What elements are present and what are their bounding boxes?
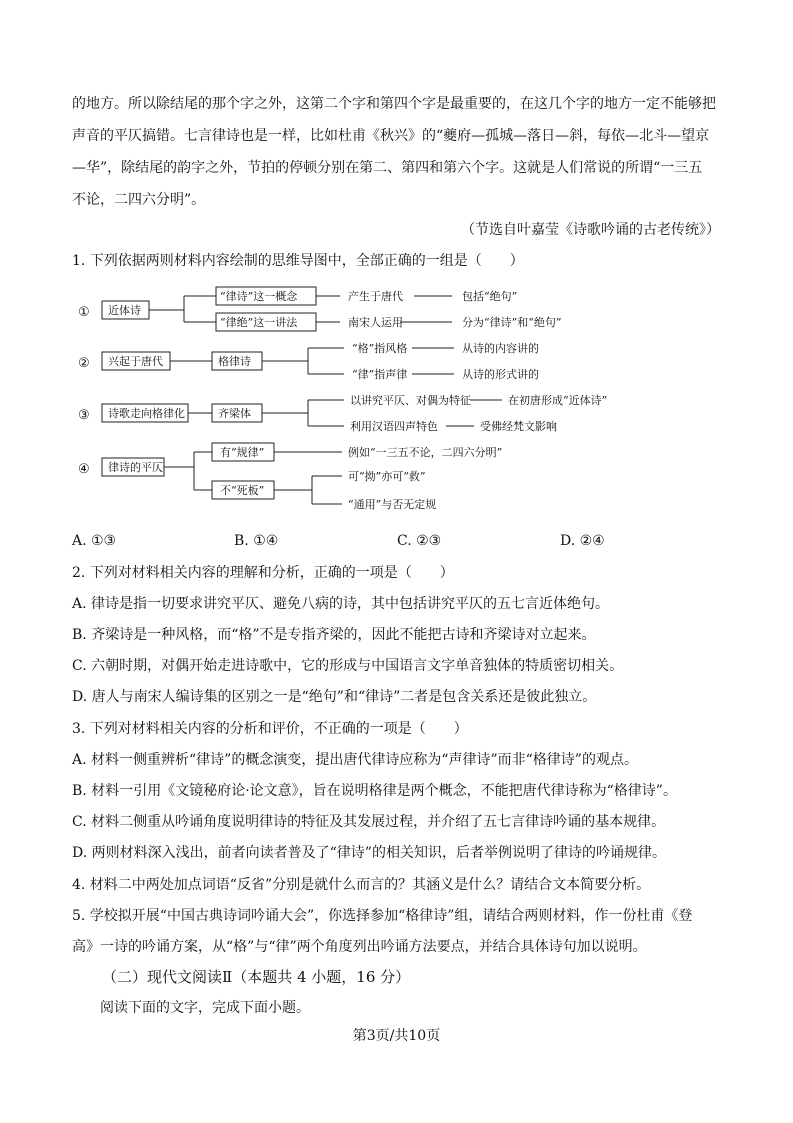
question-3-option-a[interactable]: A. 材料一侧重辨析“律诗”的概念演变，提出唐代律诗应称为“声律诗”而非“格律诗”的观点。 (72, 752, 638, 768)
page-footer: 第3页/共10页 (352, 1028, 441, 1044)
node-r3-c2a: 利用汉语四声特色 (350, 420, 438, 433)
node-r2-mid: 格律诗 (218, 355, 251, 368)
option-b[interactable]: B. ①④ (234, 533, 279, 549)
section-heading: （二）现代文阅读Ⅱ（本题共 4 小题，16 分） (102, 968, 411, 986)
node-r4-b2: 不“死板” (220, 484, 265, 497)
node-r2-root: 兴起于唐代 (108, 355, 163, 368)
question-2-option-a[interactable]: A. 律诗是指一切要求讲究平仄、避免八病的诗，其中包括讲究平仄的五七言近体绝句。 (72, 596, 610, 612)
question-3-stem: 3. 下列对材料相关内容的分析和评价，不正确的一项是（ ） (72, 721, 468, 737)
question-2-stem: 2. 下列对材料相关内容的理解和分析，正确的一项是（ ） (72, 565, 454, 581)
passage-line: 声音的平仄搞错。七言律诗也是一样，比如杜甫《秋兴》的“夔府—孤城—落日—斜，每依—北斗—望京 (72, 128, 710, 144)
node-r2-c2b: 从诗的形式讲的 (462, 368, 539, 381)
passage-line: 的地方。所以除结尾的那个字之外，这第二个字和第四个字是最重要的，在这几个字的地方一定不能够把 (72, 96, 716, 112)
question-5-line: 5. 学校拟开展“中国古典诗词吟诵大会”，你选择参加“格律诗”组，请结合两则材料，作一份杜甫《登 (72, 908, 693, 924)
node-r3-c2b: 受佛经梵文影响 (480, 420, 557, 433)
option-c[interactable]: C. ②③ (397, 533, 442, 549)
node-r2-c2a: “律”指声律 (352, 368, 408, 381)
question-1-stem: 1. 下列依据两则材料内容绘制的思维导图中，全部正确的一组是（ ） (72, 253, 524, 269)
question-3-option-b[interactable]: B. 材料一引用《文镜秘府论·论文意》，旨在说明格律是两个概念，不能把唐代律诗称为“格律诗”。 (72, 783, 677, 799)
node-r4-b1a: 例如“一三五不论，二四六分明” (348, 446, 503, 459)
marker-2: ② (78, 356, 90, 371)
node-r3-c1a: 以讲究平仄、对偶为特征 (350, 394, 471, 407)
node-r3-root: 诗歌走向格律化 (108, 407, 185, 420)
node-r4-b2a: 可“拗”亦可“救” (348, 470, 426, 483)
node-r1-b1b: 包括“绝句” (462, 290, 518, 303)
node-r1-b1a: 产生于唐代 (348, 290, 403, 303)
node-r1-b1: “律诗”这一概念 (220, 290, 298, 303)
node-r4-b2b: “通用”与否无定规 (348, 498, 437, 511)
passage-line: 不论，二四六分明”。 (72, 192, 206, 208)
passage-source: （节选自叶嘉莹《诗歌吟诵的古老传统》） (461, 222, 720, 238)
option-d[interactable]: D. ②④ (560, 533, 605, 549)
section-instruction: 阅读下面的文字，完成下面小题。 (100, 1000, 310, 1016)
question-1-options (72, 533, 726, 553)
node-r4-b1: 有“规律” (220, 446, 265, 459)
passage-line: —华”，除结尾的韵字之外，节拍的停顿分别在第二、第四和第六个字。这就是人们常说的所谓“一三五 (72, 160, 703, 176)
node-r3-c1b: 在初唐形成“近体诗” (508, 394, 608, 407)
node-r1-root: 近体诗 (108, 304, 141, 317)
node-r2-c1a: “格”指风格 (352, 342, 408, 355)
marker-1: ① (78, 305, 90, 320)
node-r1-b2b: 分为“律诗”和“绝句” (462, 316, 562, 329)
question-2-option-c[interactable]: C. 六朝时期，对偶开始走进诗歌中，它的形成与中国语言文字单音独体的特质密切相关。 (72, 658, 624, 674)
question-5-line: 高》一诗的吟诵方案，从“格”与“律”两个角度列出吟诵方法要点，并结合具体诗句加以说明。 (72, 939, 647, 955)
mind-map-diagram (72, 278, 692, 518)
question-2-option-b[interactable]: B. 齐梁诗是一种风格，而“格”不是专指齐梁的，因此不能把古诗和齐梁诗对立起来。 (72, 627, 596, 643)
node-r4-root: 律诗的平仄 (108, 461, 163, 474)
question-4-stem: 4. 材料二中两处加点词语“反省”分别是就什么而言的？其涵义是什么？请结合文本简要分析。 (72, 877, 651, 893)
option-a[interactable]: A. ①③ (72, 533, 117, 549)
question-2-option-d[interactable]: D. 唐人与南宋人编诗集的区别之一是“绝句”和“律诗”二者是包含关系还是彼此独立。 (72, 689, 597, 705)
node-r1-b2: “律绝”这一讲法 (220, 316, 298, 329)
node-r1-b2a: 南宋人运用 (348, 316, 403, 329)
question-3-option-d[interactable]: D. 两则材料深入浅出，前者向读者普及了“律诗”的相关知识，后者举例说明了律诗的吟诵规律。 (72, 845, 666, 861)
node-r3-mid: 齐梁体 (218, 407, 251, 420)
node-r2-c1b: 从诗的内容讲的 (462, 342, 539, 355)
question-3-option-c[interactable]: C. 材料二侧重从吟诵角度说明律诗的特征及其发展过程，并介绍了五七言律诗吟诵的基本规律。 (72, 814, 666, 830)
marker-3: ③ (78, 408, 90, 423)
marker-4: ④ (78, 462, 90, 477)
